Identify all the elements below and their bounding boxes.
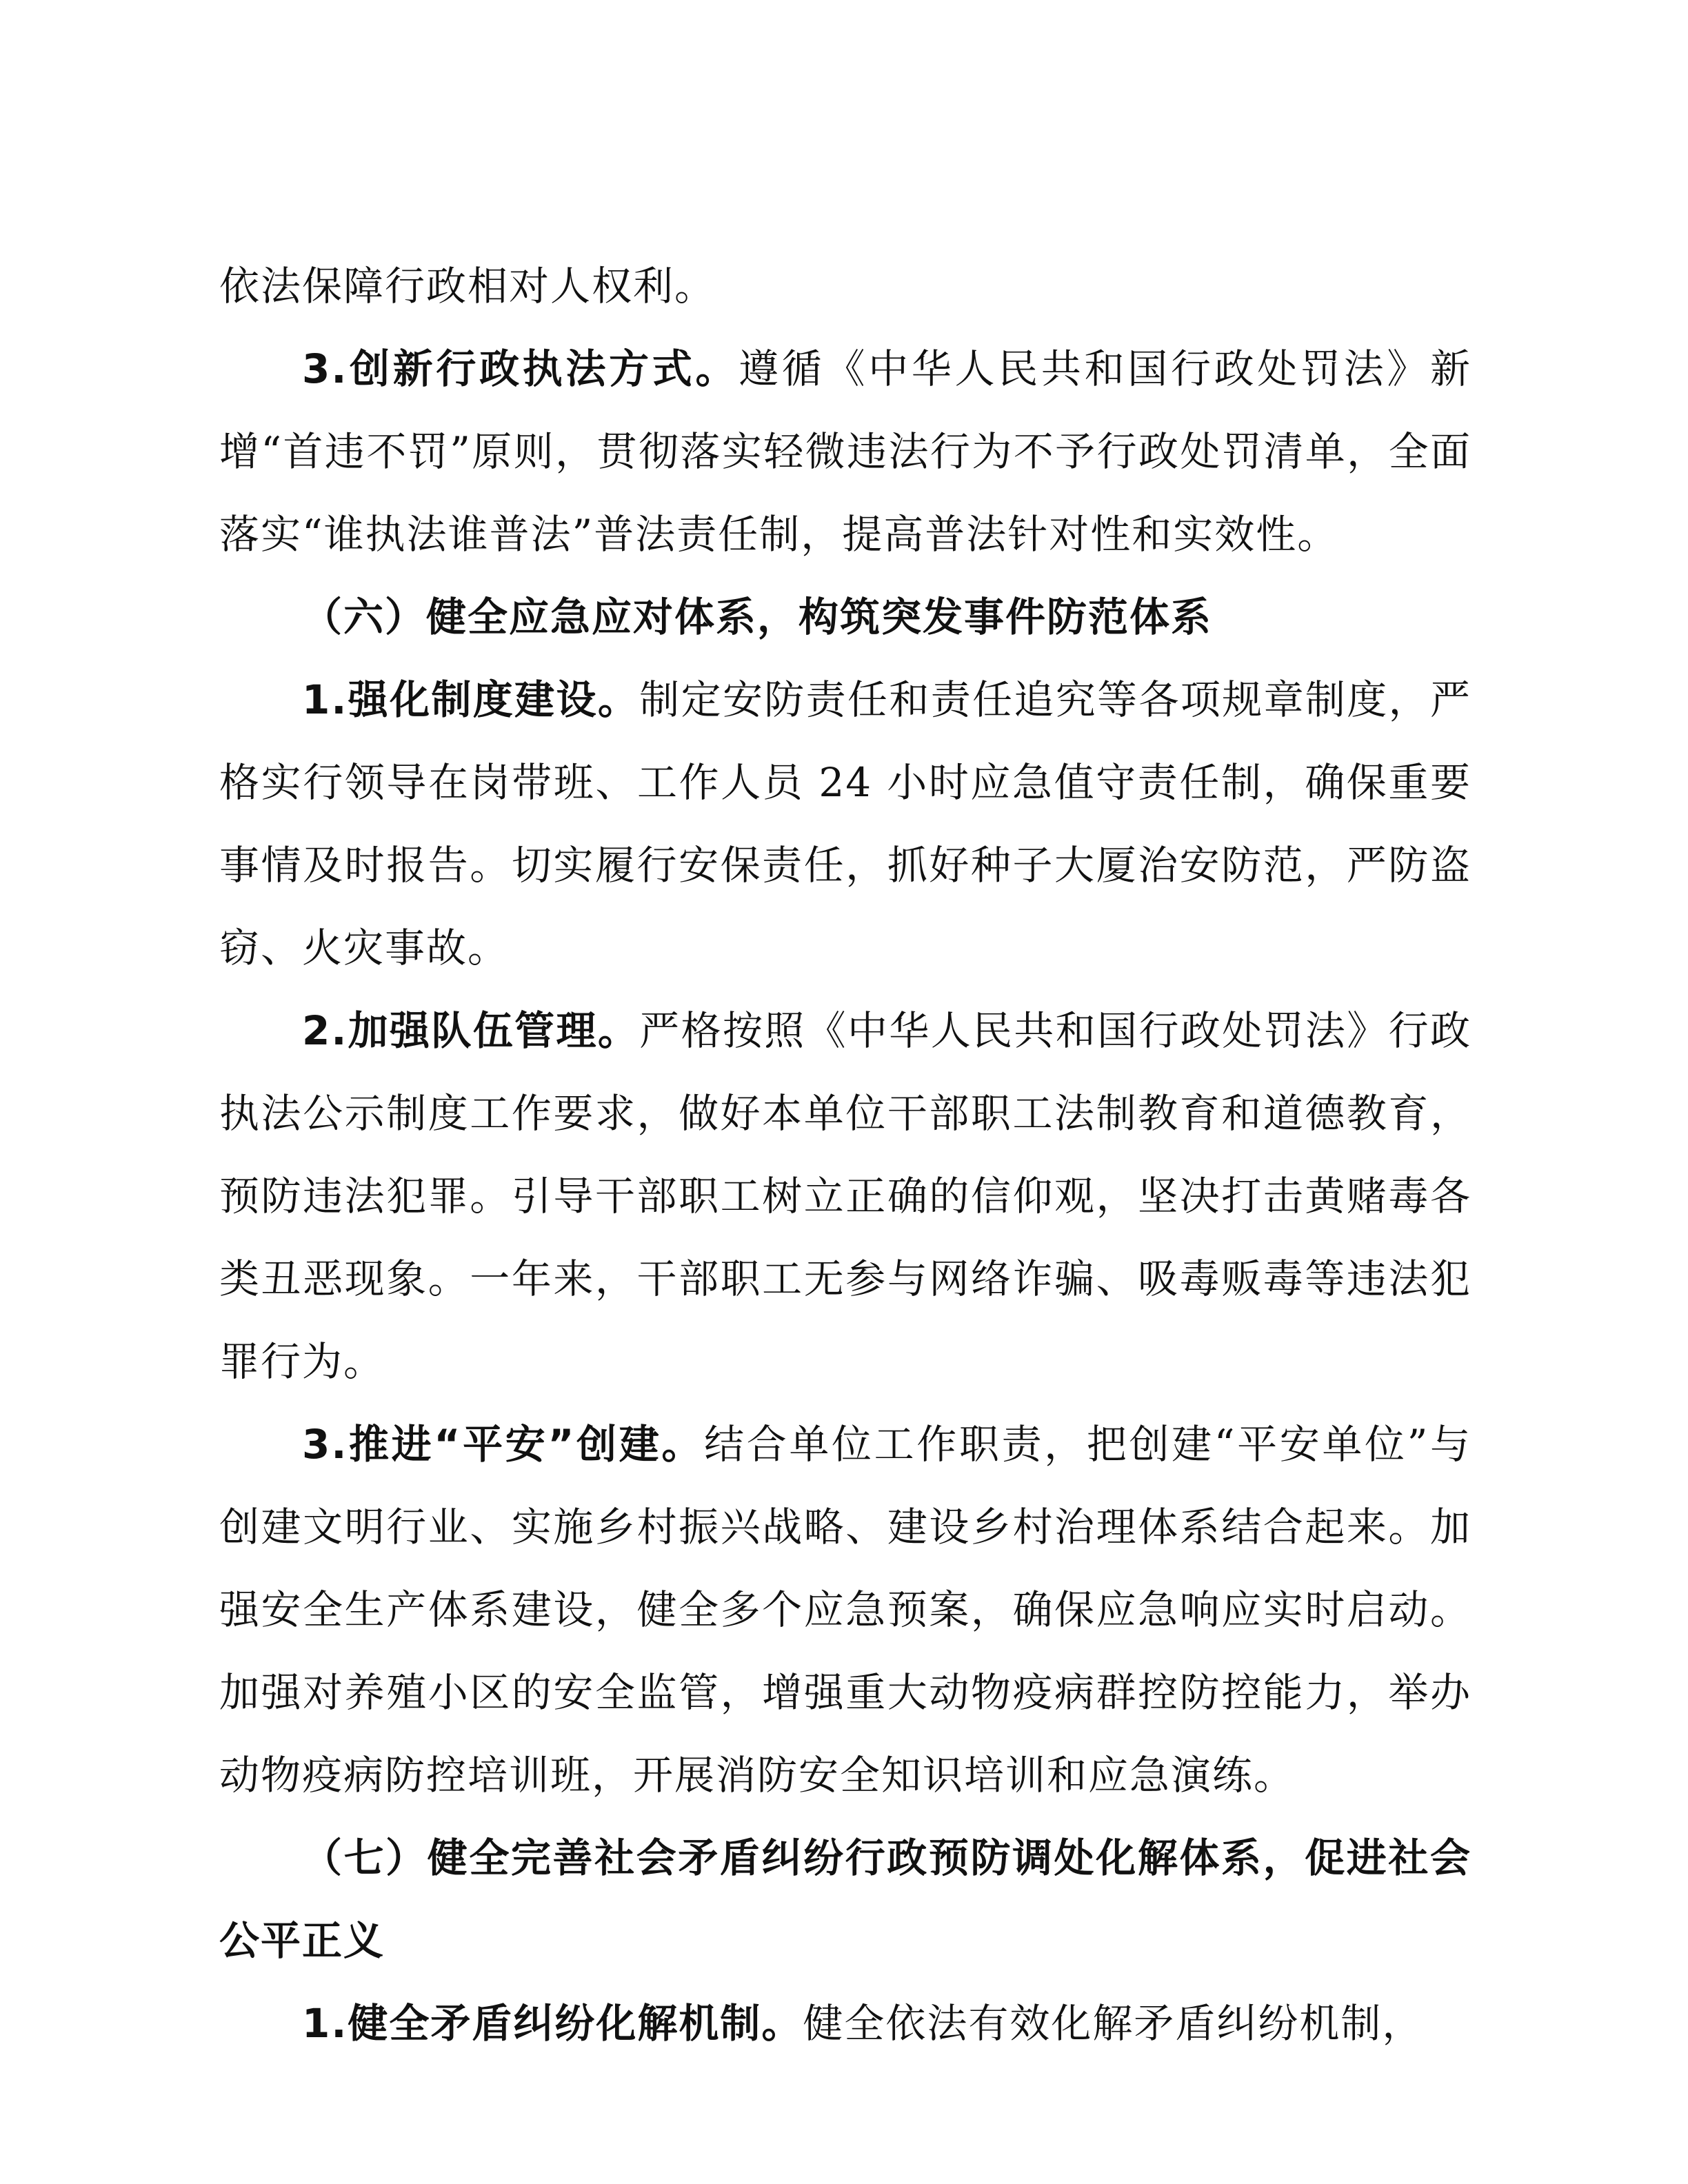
paragraph-team-management <box>219 989 1471 1403</box>
paragraph-safety-creation <box>219 1403 1471 1817</box>
paragraph-continuation <box>219 245 1471 327</box>
paragraph-lead: 2.加强队伍管理。 <box>302 1007 640 1054</box>
heading-text: （六）健全应急应对体系，构筑突发事件防范体系 <box>302 594 1213 640</box>
paragraph-lead: 1.健全矛盾纠纷化解机制。 <box>302 2000 803 2047</box>
paragraph-text: 依法保障行政相对人权利。 <box>219 263 716 310</box>
paragraph-lead: 3.推进“平安”创建。 <box>302 1421 705 1468</box>
paragraph-lead: 3.创新行政执法方式。 <box>302 345 739 392</box>
paragraph-text: 制定安防责任和责任追究等各项规章制度，严格实行领导在岗带班、工作人员 24 小时应急值守责任制，确保重要事情及时报告。切实履行安保责任，抓好种子大厦治安防范，严防盗窃、火灾事故。 <box>219 676 1471 971</box>
heading-text: （七）健全完善社会矛盾纠纷行政预防调处化解体系，促进社会公平正义 <box>219 1834 1471 1964</box>
paragraph-text: 遵循《中华人民共和国行政处罚法》新增“首违不罚”原则，贯彻落实轻微违法行为不予行政处罚清单，全面落实“谁执法谁普法”普法责任制，提高普法针对性和实效性。 <box>219 345 1472 558</box>
document-body <box>219 245 1471 2065</box>
paragraph-text: 结合单位工作职责，把创建“平安单位”与创建文明行业、实施乡村振兴战略、建设乡村治理体系结合起来。加强安全生产体系建设，健全多个应急预案，确保应急响应实时启动。加强对养殖小区的安全监管，增强重大动物疫病群控防控能力，举办动物疫病防控培训班，开展消防安全知识培训和应急演练。 <box>219 1421 1471 1799</box>
paragraph-text: 健全依法有效化解矛盾纠纷机制， <box>803 2000 1424 2047</box>
section-heading-six <box>219 576 1471 658</box>
paragraph-strengthen-system <box>219 658 1471 989</box>
paragraph-innovate-enforcement <box>219 327 1471 576</box>
section-heading-seven <box>219 1817 1471 1982</box>
paragraph-dispute-resolution <box>219 1982 1471 2065</box>
paragraph-text: 严格按照《中华人民共和国行政处罚法》行政执法公示制度工作要求，做好本单位干部职工法制教育和道德教育，预防违法犯罪。引导干部职工树立正确的信仰观，坚决打击黄赌毒各类丑恶现象。一年来，干部职工无参与网络诈骗、吸毒贩毒等违法犯罪行为。 <box>219 1007 1471 1385</box>
paragraph-lead: 1.强化制度建设。 <box>302 676 640 723</box>
